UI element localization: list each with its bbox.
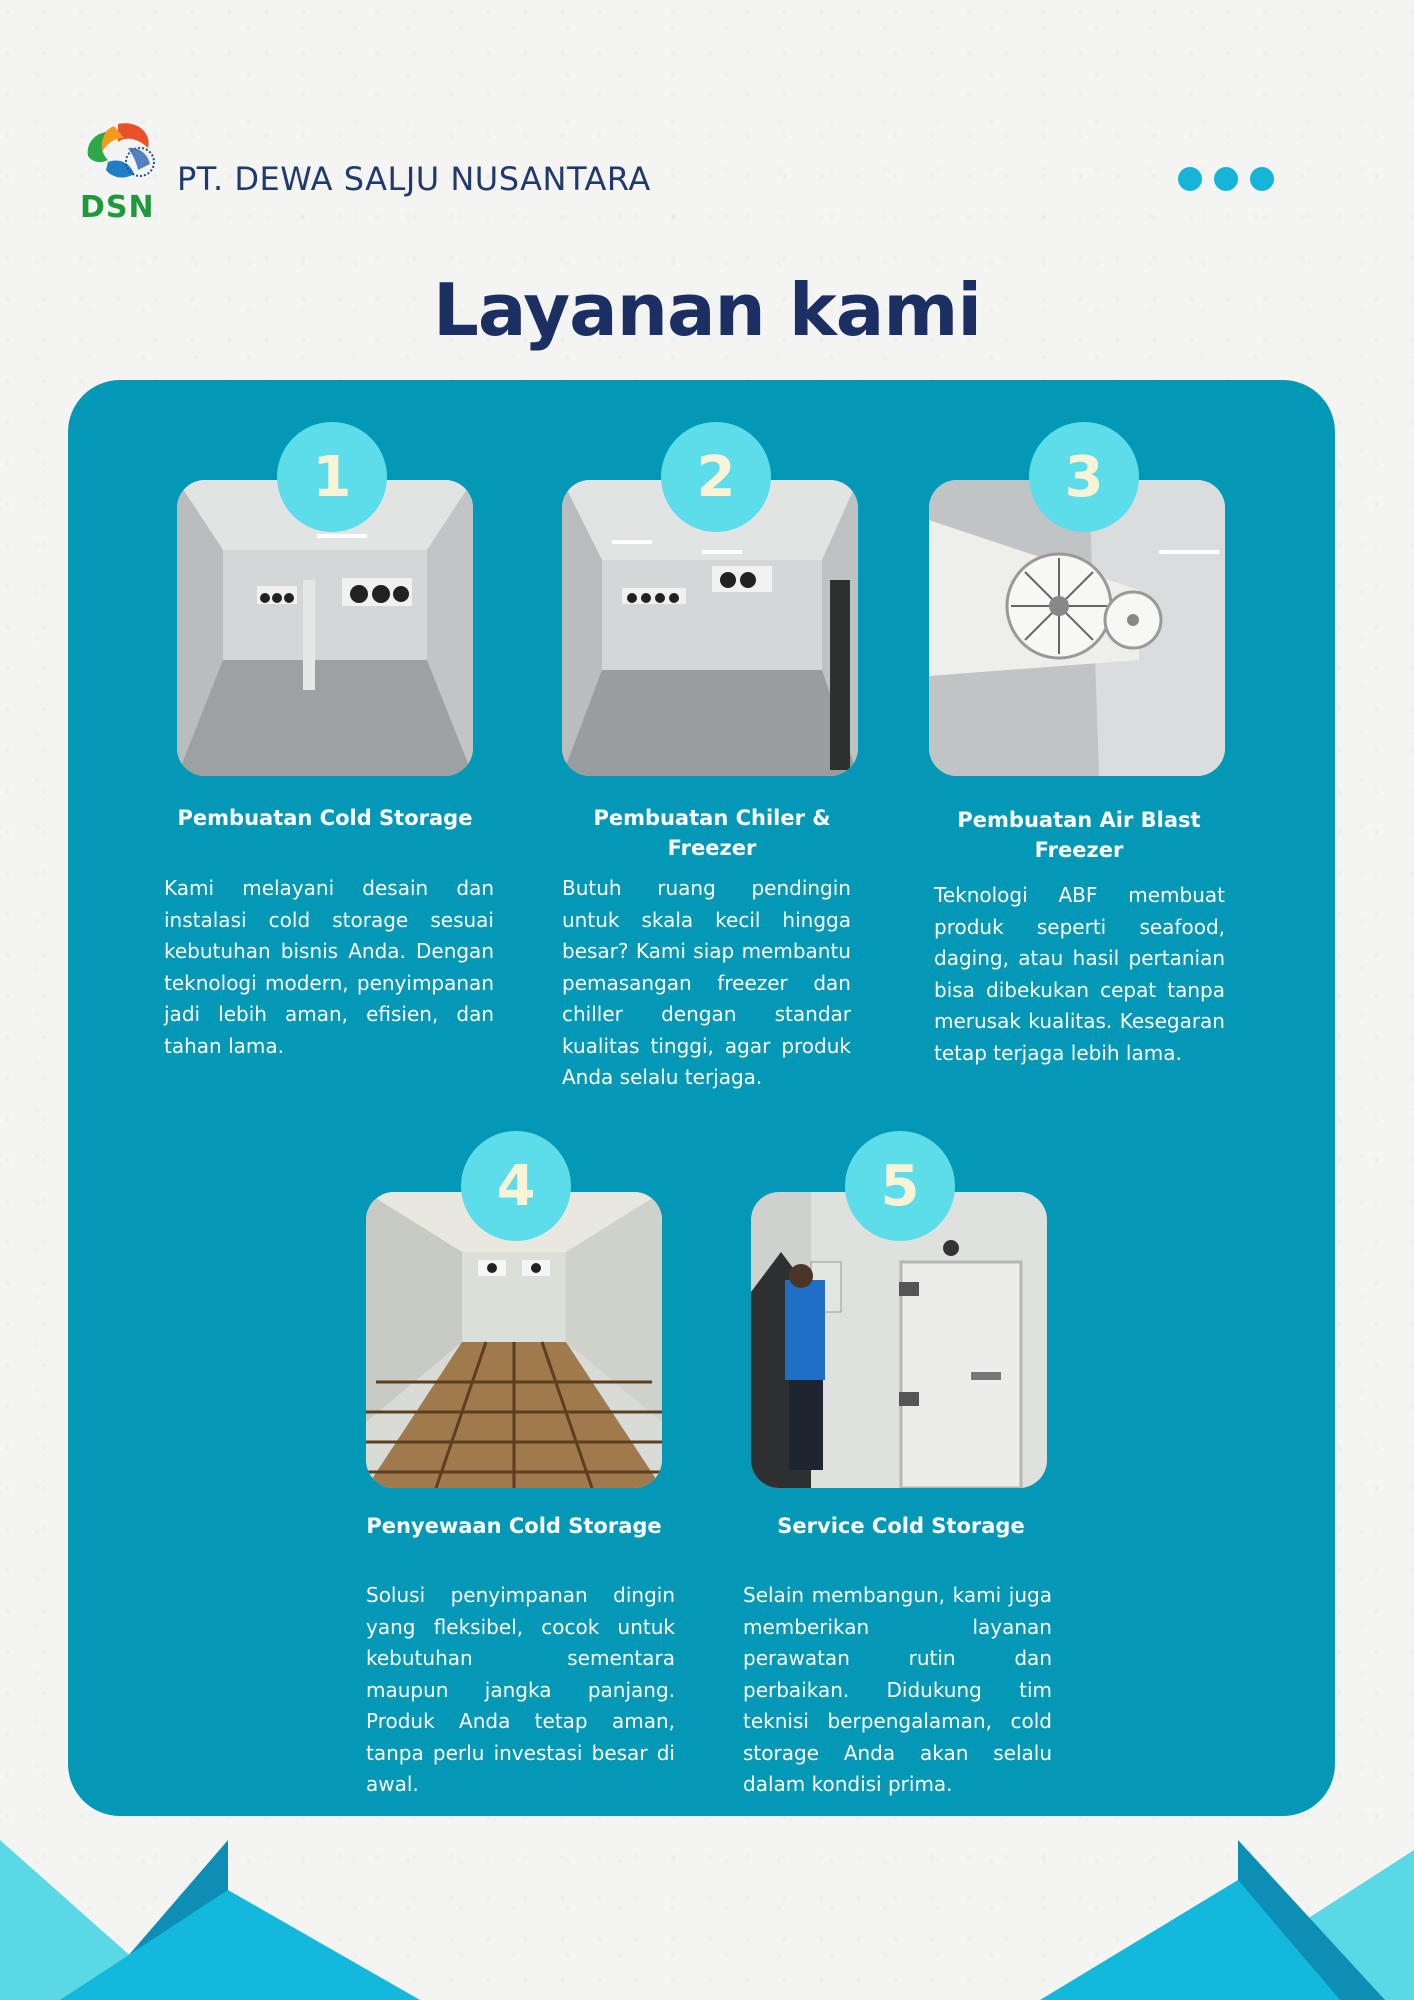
badge-number-2: 2: [661, 422, 771, 532]
company-logo: [78, 118, 160, 228]
bottom-decoration: [0, 1840, 1414, 2000]
three-dots-icon[interactable]: [1178, 167, 1274, 191]
service-title: Pembuatan Cold Storage: [177, 806, 473, 830]
service-description: Selain membangun, kami juga memberikan layanan perawatan rutin dan perbaikan. Didukung tim teknisi berpengalaman, cold storage Anda akan selalu dalam kondisi prima.: [743, 1583, 1052, 1796]
service-description: Teknologi ABF membuat produk seperti seafood, daging, atau hasil pertanian bisa dibekukan cepat tanpa merusak kualitas. Kesegaran tetap terjaga lebih lama.: [934, 883, 1225, 1065]
dot-icon: [1214, 167, 1238, 191]
dot-icon: [1250, 167, 1274, 191]
services-panel: [68, 380, 1335, 1816]
company-name: PT. DEWA SALJU NUSANTARA: [177, 160, 651, 198]
service-description: Kami melayani desain dan instalasi cold storage sesuai kebutuhan bisnis Anda. Dengan teknologi modern, penyimpanan jadi lebih aman, efisien, dan tahan lama.: [164, 876, 494, 1058]
badge-number-1: 1: [277, 422, 387, 532]
logo-text: DSN: [80, 190, 155, 225]
service-title: Pembuatan Chiler & Freezer: [593, 806, 831, 860]
badge-number-5: 5: [845, 1131, 955, 1241]
service-description: Butuh ruang pendingin untuk skala kecil hingga besar? Kami siap membantu pemasangan freezer dan chiller dengan standar kualitas tinggi, agar produk Anda selalu terjaga.: [562, 876, 851, 1089]
badge-number-4: 4: [461, 1131, 571, 1241]
logo-swirl-icon: [78, 118, 160, 198]
page-title: Layanan kami: [432, 268, 982, 352]
dot-icon: [1178, 167, 1202, 191]
service-title: Penyewaan Cold Storage: [366, 1514, 662, 1538]
service-description: Solusi penyimpanan dingin yang fleksibel, cocok untuk kebutuhan sementara maupun jangka panjang. Produk Anda tetap aman, tanpa perlu investasi besar di awal.: [366, 1583, 675, 1796]
badge-number-3: 3: [1029, 422, 1139, 532]
service-title: Pembuatan Air Blast Freezer: [957, 808, 1201, 862]
service-title: Service Cold Storage: [777, 1514, 1025, 1538]
